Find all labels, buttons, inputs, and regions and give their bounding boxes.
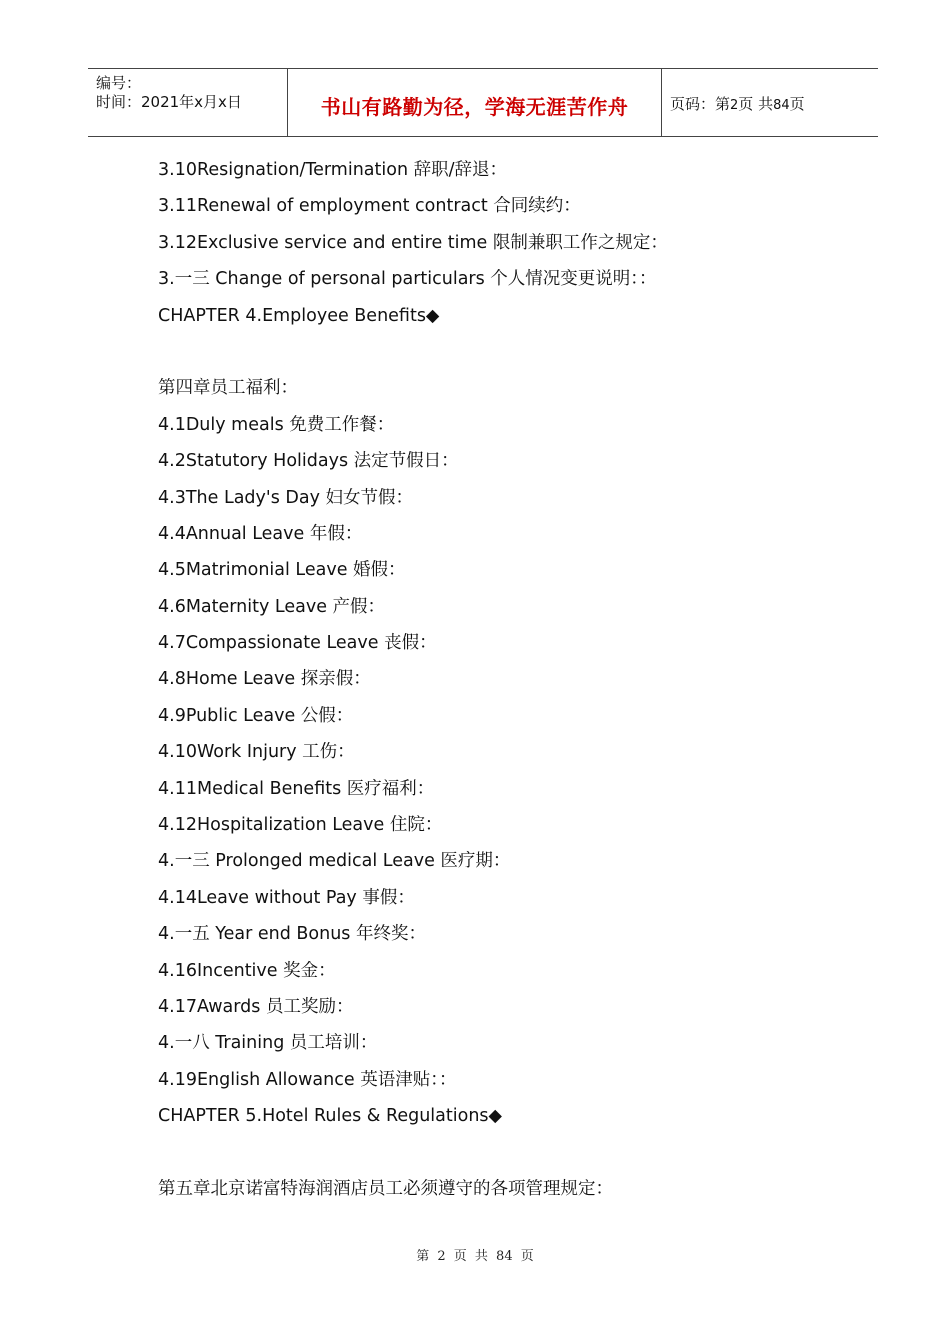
page-header — [88, 68, 878, 137]
toc-line: CHAPTER 4.Employee Benefits◆ — [158, 305, 440, 326]
toc-line: 4.14Leave without Pay 事假： — [158, 887, 415, 908]
blank-line — [158, 334, 858, 370]
toc-line: 4.一八 Training 员工培训： — [158, 1033, 378, 1054]
toc-line: 4.9Public Leave 公假： — [158, 705, 354, 726]
toc-line: 第四章员工福利： — [158, 378, 298, 399]
toc-line: 4.一三 Prolonged medical Leave 医疗期： — [158, 851, 511, 872]
header-motto-cell — [288, 69, 662, 136]
page-prefix: 页码：第 — [670, 95, 731, 113]
time-label: 时间：2021年x月x日 — [96, 93, 242, 111]
toc-line: 4.2Statutory Holidays 法定节假日： — [158, 451, 459, 472]
page-total: 84 — [773, 98, 790, 113]
toc-line: 4.12Hospitalization Leave 住院： — [158, 815, 443, 836]
toc-line: 第五章北京诺富特海润酒店员工必须遵守的各项管理规定： — [158, 1178, 613, 1199]
header-meta-cell — [88, 69, 288, 136]
toc-line: 3.一三 Change of personal particulars 个人情况变更说明：： — [158, 269, 657, 290]
blank-line — [158, 1135, 858, 1171]
page-current: 2 — [730, 98, 739, 113]
toc-line: 4.11Medical Benefits 医疗福利： — [158, 778, 435, 799]
page-suffix: 页 — [789, 95, 805, 113]
toc-line: 4.4Annual Leave 年假： — [158, 523, 363, 544]
toc-line: 4.17Awards 员工奖励： — [158, 996, 354, 1017]
toc-line: 4.19English Allowance 英语津贴：： — [158, 1069, 457, 1090]
header-page-cell — [662, 69, 878, 136]
toc-line: 4.3The Lady's Day 妇女节假： — [158, 487, 413, 508]
toc-line: 3.11Renewal of employment contract 合同续约： — [158, 196, 581, 217]
toc-line: 3.10Resignation/Termination 辞职/辞退： — [158, 160, 507, 180]
toc-line: 4.1Duly meals 免费工作餐： — [158, 414, 395, 435]
toc-line: 4.16Incentive 奖金： — [158, 960, 336, 981]
toc-line: 3.12Exclusive service and entire time 限制兼职工作之规定： — [158, 232, 668, 253]
toc-line: 4.5Matrimonial Leave 婚假： — [158, 560, 406, 581]
page-number-label — [670, 93, 805, 114]
number-label: 编号： — [96, 74, 142, 92]
page-footer: 第 2 页 共 84 页 — [416, 1249, 534, 1264]
toc-line: 4.一五 Year end Bonus 年终奖： — [158, 924, 426, 945]
toc-line: 4.10Work Injury 工伤： — [158, 742, 355, 763]
toc-line: 4.7Compassionate Leave 丧假： — [158, 633, 437, 654]
toc-line: CHAPTER 5.Hotel Rules & Regulations◆ — [158, 1106, 502, 1127]
toc-line: 4.8Home Leave 探亲假： — [158, 669, 371, 690]
toc-content — [158, 152, 858, 1207]
page-mid: 页 共 — [738, 95, 774, 113]
toc-line: 4.6Maternity Leave 产假： — [158, 596, 386, 617]
motto-text: 书山有路勤为径，学海无涯苦作舟 — [320, 95, 629, 119]
